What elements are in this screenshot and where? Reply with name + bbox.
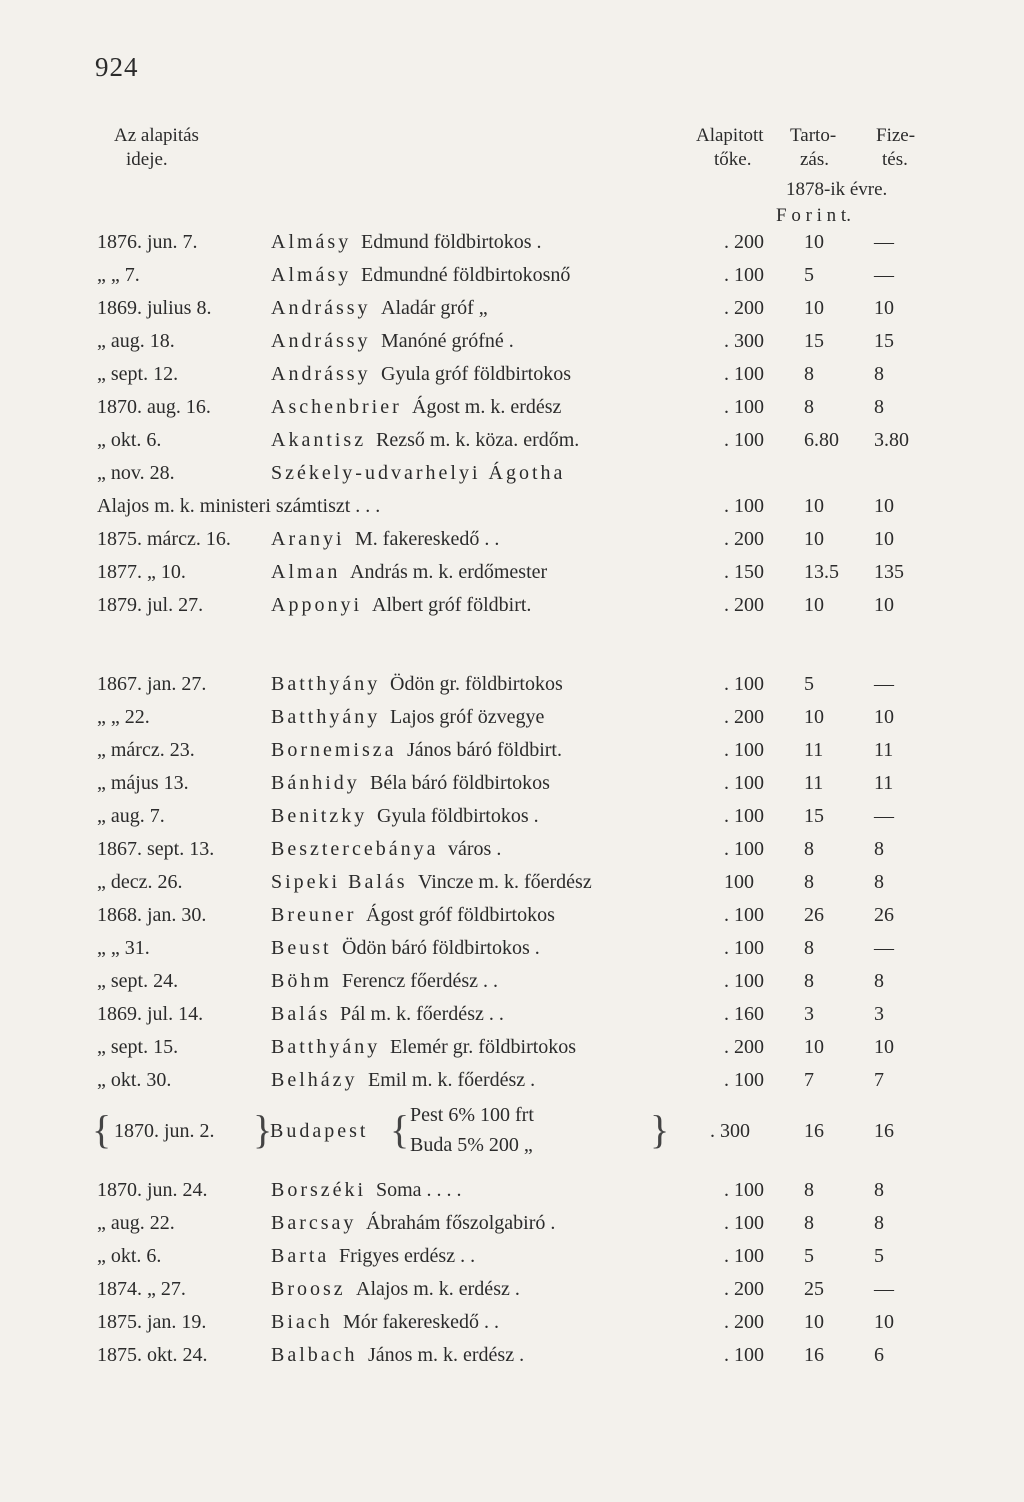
row-name: Akantisz bbox=[271, 429, 367, 451]
row-date: „ sept. 12. bbox=[97, 363, 179, 385]
row-paid: — bbox=[874, 1278, 894, 1300]
row-description: Pál m. k. főerdész . . bbox=[340, 1003, 504, 1025]
row-description: Manóné grófné . bbox=[381, 330, 514, 352]
row-name: Böhm bbox=[271, 970, 332, 992]
row-paid: 11 bbox=[874, 739, 894, 761]
row-due: 16 bbox=[804, 1344, 824, 1366]
row-due: 3 bbox=[804, 1003, 814, 1025]
row-paid: — bbox=[874, 264, 894, 286]
row-capital: . 200 bbox=[724, 528, 764, 550]
row-date: 1869. jul. 14. bbox=[97, 1003, 204, 1025]
row-description: Rezső m. k. köza. erdőm. bbox=[376, 429, 580, 451]
row-description: János m. k. erdész . bbox=[368, 1344, 525, 1366]
row-description: Ödön gr. földbirtokos bbox=[390, 673, 563, 695]
row-due: 5 bbox=[804, 1245, 814, 1267]
row-date: Alajos m. k. ministeri számtiszt . . . bbox=[97, 495, 381, 517]
ledger-row bbox=[0, 523, 1024, 556]
budapest-entry bbox=[0, 1100, 1024, 1162]
ledger-row bbox=[0, 259, 1024, 292]
row-description: Emil m. k. főerdész . bbox=[368, 1069, 536, 1091]
ledger-row bbox=[0, 1174, 1024, 1207]
row-capital: . 200 bbox=[724, 1311, 764, 1333]
row-name: Andrássy bbox=[271, 363, 371, 385]
ledger-row bbox=[0, 1240, 1024, 1273]
row-paid: 3 bbox=[874, 1003, 884, 1025]
row-description: Ábrahám főszolgabiró . bbox=[366, 1212, 556, 1234]
row-name: Beust bbox=[271, 937, 332, 959]
ledger-row bbox=[0, 833, 1024, 866]
row-date: „ okt. 30. bbox=[97, 1069, 172, 1091]
row-due: 13.5 bbox=[804, 561, 839, 583]
header-date bbox=[114, 124, 199, 172]
row-due: 26 bbox=[804, 904, 824, 926]
row-capital: . 100 bbox=[724, 838, 764, 860]
row-name: Breuner bbox=[271, 904, 357, 926]
row-description: Ágost m. k. erdész bbox=[412, 396, 562, 418]
row-name: Apponyi bbox=[271, 594, 362, 616]
row-date: 1875. jan. 19. bbox=[97, 1311, 207, 1333]
row-description: Aladár gróf „ bbox=[381, 297, 488, 319]
ledger-row bbox=[0, 800, 1024, 833]
row-name: Batthyány bbox=[271, 1036, 381, 1058]
ledger-row bbox=[0, 556, 1024, 589]
row-description: Béla báró földbirtokos bbox=[370, 772, 550, 794]
ledger-row bbox=[0, 424, 1024, 457]
row-capital: . 200 bbox=[724, 706, 764, 728]
row-description: Ödön báró földbirtokos . bbox=[342, 937, 540, 959]
row-capital: . 100 bbox=[724, 937, 764, 959]
row-capital: . 200 bbox=[724, 231, 764, 253]
row-due: 10 bbox=[804, 1036, 824, 1058]
row-description: András m. k. erdőmester bbox=[350, 561, 548, 583]
row-paid: 8 bbox=[874, 1212, 884, 1234]
row-date: 1874. „ 27. bbox=[97, 1278, 186, 1300]
row-description: Ágost gróf földbirtokos bbox=[366, 904, 555, 926]
budapest-line2: Buda 5% 200 „ bbox=[410, 1134, 533, 1156]
row-description: Lajos gróf özvegye bbox=[390, 706, 545, 728]
header-capital-line2: tőke. bbox=[714, 149, 752, 170]
row-description: Ferencz főerdész . . bbox=[342, 970, 499, 992]
row-description: Alajos m. k. erdész . bbox=[356, 1278, 520, 1300]
page-number: 924 bbox=[95, 52, 139, 82]
ledger-row bbox=[0, 325, 1024, 358]
row-capital: . 150 bbox=[724, 561, 764, 583]
row-paid: — bbox=[874, 231, 894, 253]
row-description: M. fakereskedő . . bbox=[355, 528, 500, 550]
ledger-row bbox=[0, 866, 1024, 899]
row-paid: 7 bbox=[874, 1069, 884, 1091]
budapest-paid: 16 bbox=[874, 1120, 894, 1142]
row-name: Biach bbox=[271, 1311, 333, 1333]
row-capital: 100 bbox=[724, 871, 754, 893]
row-paid: — bbox=[874, 805, 894, 827]
row-due: 8 bbox=[804, 363, 814, 385]
row-paid: 6 bbox=[874, 1344, 884, 1366]
row-paid: 8 bbox=[874, 396, 884, 418]
row-date: „ „ 31. bbox=[97, 937, 150, 959]
row-due: 5 bbox=[804, 264, 814, 286]
row-description: Edmundné földbirtokosnő bbox=[361, 264, 571, 286]
row-name: Balás bbox=[271, 1003, 331, 1025]
row-date: 1875. okt. 24. bbox=[97, 1344, 208, 1366]
row-date: 1876. jun. 7. bbox=[97, 231, 198, 253]
row-date: 1867. jan. 27. bbox=[97, 673, 207, 695]
ledger-row bbox=[0, 1339, 1024, 1372]
row-due: 5 bbox=[804, 673, 814, 695]
row-paid: 10 bbox=[874, 1311, 894, 1333]
ledger-row bbox=[0, 1273, 1024, 1306]
row-date: „ aug. 18. bbox=[97, 330, 175, 352]
header-date-line2: ideje. bbox=[126, 149, 168, 170]
row-name: Aschenbrier bbox=[271, 396, 402, 418]
ledger-row bbox=[0, 1064, 1024, 1097]
row-capital: . 100 bbox=[724, 1212, 764, 1234]
row-capital: . 100 bbox=[724, 970, 764, 992]
row-name: Barta bbox=[271, 1245, 330, 1267]
ledger-row bbox=[0, 1207, 1024, 1240]
header-due bbox=[790, 124, 836, 172]
row-capital: . 100 bbox=[724, 772, 764, 794]
row-name: Benitzky bbox=[271, 805, 368, 827]
row-due: 25 bbox=[804, 1278, 824, 1300]
ledger-row bbox=[0, 734, 1024, 767]
row-name: Bornemisza bbox=[271, 739, 397, 761]
ledger-row bbox=[0, 767, 1024, 800]
row-due: 11 bbox=[804, 739, 824, 761]
row-date: „ aug. 22. bbox=[97, 1212, 175, 1234]
row-paid: 10 bbox=[874, 528, 894, 550]
row-due: 8 bbox=[804, 871, 814, 893]
row-capital: . 100 bbox=[724, 739, 764, 761]
brace-left-icon: { bbox=[92, 1107, 112, 1152]
row-name: Barcsay bbox=[271, 1212, 357, 1234]
brace-right-open-icon: { bbox=[390, 1107, 410, 1152]
row-paid: 8 bbox=[874, 970, 884, 992]
row-capital: . 200 bbox=[724, 297, 764, 319]
header-year-note: 1878-ik évre. bbox=[786, 179, 888, 200]
row-name: Székely-udvarhelyi Ágotha bbox=[271, 462, 566, 484]
ledger-row bbox=[0, 668, 1024, 701]
row-name: Batthyány bbox=[271, 673, 381, 695]
row-paid: 8 bbox=[874, 1179, 884, 1201]
row-description: Frigyes erdész . . bbox=[339, 1245, 476, 1267]
row-due: 8 bbox=[804, 396, 814, 418]
row-due: 10 bbox=[804, 528, 824, 550]
row-description: Edmund földbirtokos . bbox=[361, 231, 542, 253]
row-paid: — bbox=[874, 673, 894, 695]
ledger-row bbox=[0, 490, 1024, 523]
row-name: Almásy bbox=[271, 231, 352, 253]
row-paid: 3.80 bbox=[874, 429, 909, 451]
row-date: „ aug. 7. bbox=[97, 805, 165, 827]
row-date: 1870. aug. 16. bbox=[97, 396, 211, 418]
row-description: Elemér gr. földbirtokos bbox=[390, 1036, 577, 1058]
row-name: Balbach bbox=[271, 1344, 358, 1366]
row-capital: . 100 bbox=[724, 1344, 764, 1366]
row-capital: . 200 bbox=[724, 594, 764, 616]
ledger-row bbox=[0, 589, 1024, 622]
row-paid: 26 bbox=[874, 904, 894, 926]
row-date: 1877. „ 10. bbox=[97, 561, 186, 583]
header-capital-line1: Alapitott bbox=[696, 125, 764, 146]
row-due: 10 bbox=[804, 297, 824, 319]
row-paid: 10 bbox=[874, 297, 894, 319]
row-capital: . 100 bbox=[724, 1245, 764, 1267]
ledger-row bbox=[0, 226, 1024, 259]
row-capital: . 100 bbox=[724, 1179, 764, 1201]
row-due: 7 bbox=[804, 1069, 814, 1091]
row-name: Batthyány bbox=[271, 706, 381, 728]
row-capital: . 100 bbox=[724, 429, 764, 451]
row-due: 6.80 bbox=[804, 429, 839, 451]
ledger-row bbox=[0, 899, 1024, 932]
row-name: Aranyi bbox=[271, 528, 345, 550]
row-capital: . 100 bbox=[724, 363, 764, 385]
row-description: János báró földbirt. bbox=[407, 739, 562, 761]
row-paid: 10 bbox=[874, 594, 894, 616]
row-capital: . 100 bbox=[724, 805, 764, 827]
budapest-line1: Pest 6% 100 frt bbox=[410, 1104, 534, 1126]
header-currency: F o r i n t. bbox=[776, 205, 851, 226]
row-due: 10 bbox=[804, 706, 824, 728]
row-date: „ nov. 28. bbox=[97, 462, 175, 484]
row-paid: 8 bbox=[874, 838, 884, 860]
row-due: 11 bbox=[804, 772, 824, 794]
row-description: Soma . . . . bbox=[376, 1179, 462, 1201]
row-date: „ márcz. 23. bbox=[97, 739, 195, 761]
header-date-line1: Az alapitás bbox=[114, 125, 199, 146]
row-paid: 10 bbox=[874, 1036, 894, 1058]
row-due: 15 bbox=[804, 330, 824, 352]
row-date: „ „ 22. bbox=[97, 706, 150, 728]
row-description: Gyula gróf földbirtokos bbox=[381, 363, 571, 385]
row-capital: . 100 bbox=[724, 396, 764, 418]
row-due: 8 bbox=[804, 838, 814, 860]
row-name: Andrássy bbox=[271, 330, 371, 352]
row-name: Borszéki bbox=[271, 1179, 367, 1201]
ledger-row bbox=[0, 391, 1024, 424]
row-due: 10 bbox=[804, 1311, 824, 1333]
row-capital: . 100 bbox=[724, 1069, 764, 1091]
row-paid: 11 bbox=[874, 772, 894, 794]
row-date: 1867. sept. 13. bbox=[97, 838, 215, 860]
row-due: 8 bbox=[804, 937, 814, 959]
ledger-row bbox=[0, 292, 1024, 325]
row-capital: . 100 bbox=[724, 264, 764, 286]
row-capital: . 160 bbox=[724, 1003, 764, 1025]
ledger-row bbox=[0, 1031, 1024, 1064]
row-date: „ május 13. bbox=[97, 772, 189, 794]
ledger-row bbox=[0, 457, 1024, 490]
ledger-row bbox=[0, 965, 1024, 998]
row-due: 8 bbox=[804, 970, 814, 992]
row-capital: . 100 bbox=[724, 495, 764, 517]
budapest-date: 1870. jun. 2. bbox=[114, 1120, 215, 1142]
header-paid-line1: Fize- bbox=[876, 125, 916, 146]
row-date: „ decz. 26. bbox=[97, 871, 183, 893]
brace-right-close-icon: } bbox=[650, 1107, 670, 1152]
header-capital bbox=[696, 124, 764, 172]
header-paid-line2: tés. bbox=[882, 149, 908, 170]
row-capital: . 200 bbox=[724, 1036, 764, 1058]
row-due: 10 bbox=[804, 495, 824, 517]
budapest-due: 16 bbox=[804, 1120, 824, 1142]
row-due: 15 bbox=[804, 805, 824, 827]
header-due-line2: zás. bbox=[800, 149, 830, 170]
ledger-row bbox=[0, 998, 1024, 1031]
row-name: Broosz bbox=[271, 1278, 346, 1300]
row-date: 1875. márcz. 16. bbox=[97, 528, 231, 550]
row-description: Mór fakereskedő . . bbox=[343, 1311, 500, 1333]
row-capital: . 100 bbox=[724, 904, 764, 926]
row-paid: 15 bbox=[874, 330, 894, 352]
row-description: város . bbox=[448, 838, 502, 860]
row-name: Almásy bbox=[271, 264, 352, 286]
row-due: 10 bbox=[804, 231, 824, 253]
ledger-row bbox=[0, 932, 1024, 965]
row-name: Bánhidy bbox=[271, 772, 360, 794]
row-date: „ sept. 24. bbox=[97, 970, 179, 992]
ledger-row bbox=[0, 701, 1024, 734]
row-name: Besztercebánya bbox=[271, 838, 439, 860]
row-name: Belházy bbox=[271, 1069, 358, 1091]
row-capital: . 300 bbox=[724, 330, 764, 352]
row-date: „ okt. 6. bbox=[97, 1245, 162, 1267]
row-due: 8 bbox=[804, 1212, 814, 1234]
row-paid: 135 bbox=[874, 561, 904, 583]
row-date: 1868. jan. 30. bbox=[97, 904, 207, 926]
row-paid: 5 bbox=[874, 1245, 884, 1267]
row-paid: 8 bbox=[874, 871, 884, 893]
header-paid bbox=[876, 124, 915, 172]
row-date: 1870. jun. 24. bbox=[97, 1179, 208, 1201]
row-name: Sipeki Balás bbox=[271, 871, 408, 893]
row-paid: — bbox=[874, 937, 894, 959]
row-capital: . 100 bbox=[724, 673, 764, 695]
row-date: „ „ 7. bbox=[97, 264, 140, 286]
row-capital: . 200 bbox=[724, 1278, 764, 1300]
row-date: 1879. jul. 27. bbox=[97, 594, 204, 616]
row-paid: 10 bbox=[874, 495, 894, 517]
row-description: Albert gróf földbirt. bbox=[372, 594, 532, 616]
row-paid: 8 bbox=[874, 363, 884, 385]
row-description: Vincze m. k. főerdész bbox=[418, 871, 592, 893]
row-name: Andrássy bbox=[271, 297, 371, 319]
row-name: Alman bbox=[271, 561, 341, 583]
budapest-capital: . 300 bbox=[710, 1120, 750, 1142]
budapest-name: Budapest bbox=[270, 1120, 369, 1142]
header-due-line1: Tarto- bbox=[790, 125, 837, 146]
ledger-row bbox=[0, 1306, 1024, 1339]
row-due: 8 bbox=[804, 1179, 814, 1201]
row-due: 10 bbox=[804, 594, 824, 616]
row-description: Gyula földbirtokos . bbox=[377, 805, 539, 827]
row-date: 1869. julius 8. bbox=[97, 297, 212, 319]
row-paid: 10 bbox=[874, 706, 894, 728]
row-date: „ sept. 15. bbox=[97, 1036, 179, 1058]
row-date: „ okt. 6. bbox=[97, 429, 162, 451]
ledger-row bbox=[0, 358, 1024, 391]
brace-middle-icon: } bbox=[253, 1107, 273, 1152]
